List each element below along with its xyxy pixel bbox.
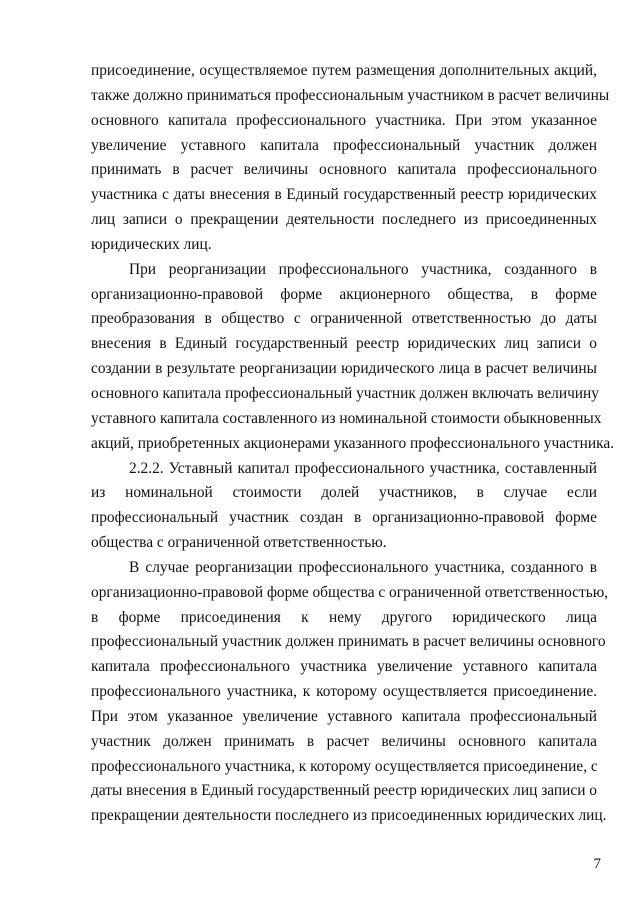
text-line: капитала профессионального участника увеличение уставного капитала <box>91 658 597 676</box>
text-line: также должно приниматься профессиональным участником в расчет величины <box>91 86 610 104</box>
paragraph-first-line: В случае реорганизации профессионального участника, созданного в <box>129 558 597 576</box>
text-line: организационно-правовой форме акционерного общества, в форме <box>91 285 597 303</box>
text-line: внесения в Единый государственный реестр юридических лиц записи о <box>91 335 597 353</box>
text-line: участника с даты внесения в Единый государственный реестр юридических <box>91 186 597 204</box>
text-line: При этом указанное увеличение уставного капитала профессиональный <box>91 707 597 725</box>
text-line: юридических лиц. <box>91 235 212 253</box>
paragraph-first-line: При реорганизации профессионального участника, созданного в <box>129 260 597 278</box>
text-line: общества с ограниченной ответственностью. <box>91 534 387 552</box>
text-line: основного капитала профессиональный участник должен включать величину <box>91 384 599 402</box>
text-line: участник должен принимать в расчет величины основного капитала <box>91 732 597 750</box>
section-heading-line: 2.2.2. Уставный капитал профессионального участника, составленный <box>129 459 597 477</box>
text-line: лиц записи о прекращении деятельности последнего из присоединенных <box>91 211 597 229</box>
text-line: даты внесения в Единый государственный реестр юридических лиц записи о <box>91 782 597 800</box>
text-line: уставного капитала составленного из номинальной стоимости обыкновенных <box>91 409 602 427</box>
text-line: принимать в расчет величины основного капитала профессионального <box>91 161 597 179</box>
text-line: профессионального участника, к которому осуществляется присоединение, с <box>91 757 598 775</box>
text-line: увеличение уставного капитала профессиональный участник должен <box>91 136 597 154</box>
text-line: профессиональный участник создан в организационно-правовой форме <box>91 509 597 527</box>
text-line: основного капитала профессионального участника. При этом указанное <box>91 111 597 129</box>
document-body <box>91 59 614 829</box>
text-line: профессионального участника, к которому осуществляется присоединение. <box>91 683 597 701</box>
text-line: прекращении деятельности последнего из присоединенных юридических лиц. <box>91 807 607 825</box>
text-line: профессиональный участник должен принимать в расчет величины основного <box>91 633 606 651</box>
text-line: акций, приобретенных акционерами указанного профессионального участника. <box>91 434 614 452</box>
page-number: 7 <box>593 856 601 872</box>
text-line: организационно-правовой форме общества с ограниченной ответственностью, <box>91 583 609 601</box>
text-line: из номинальной стоимости долей участников, в случае если <box>91 484 597 502</box>
text-line: создании в результате реорганизации юридического лица в расчет величины <box>91 360 597 378</box>
text-line: в форме присоединения к нему другого юридического лица <box>91 608 597 626</box>
text-line: присоединение, осуществляемое путем размещения дополнительных акций, <box>91 62 597 79</box>
text-line: преобразования в общество с ограниченной ответственностью до даты <box>91 310 597 328</box>
